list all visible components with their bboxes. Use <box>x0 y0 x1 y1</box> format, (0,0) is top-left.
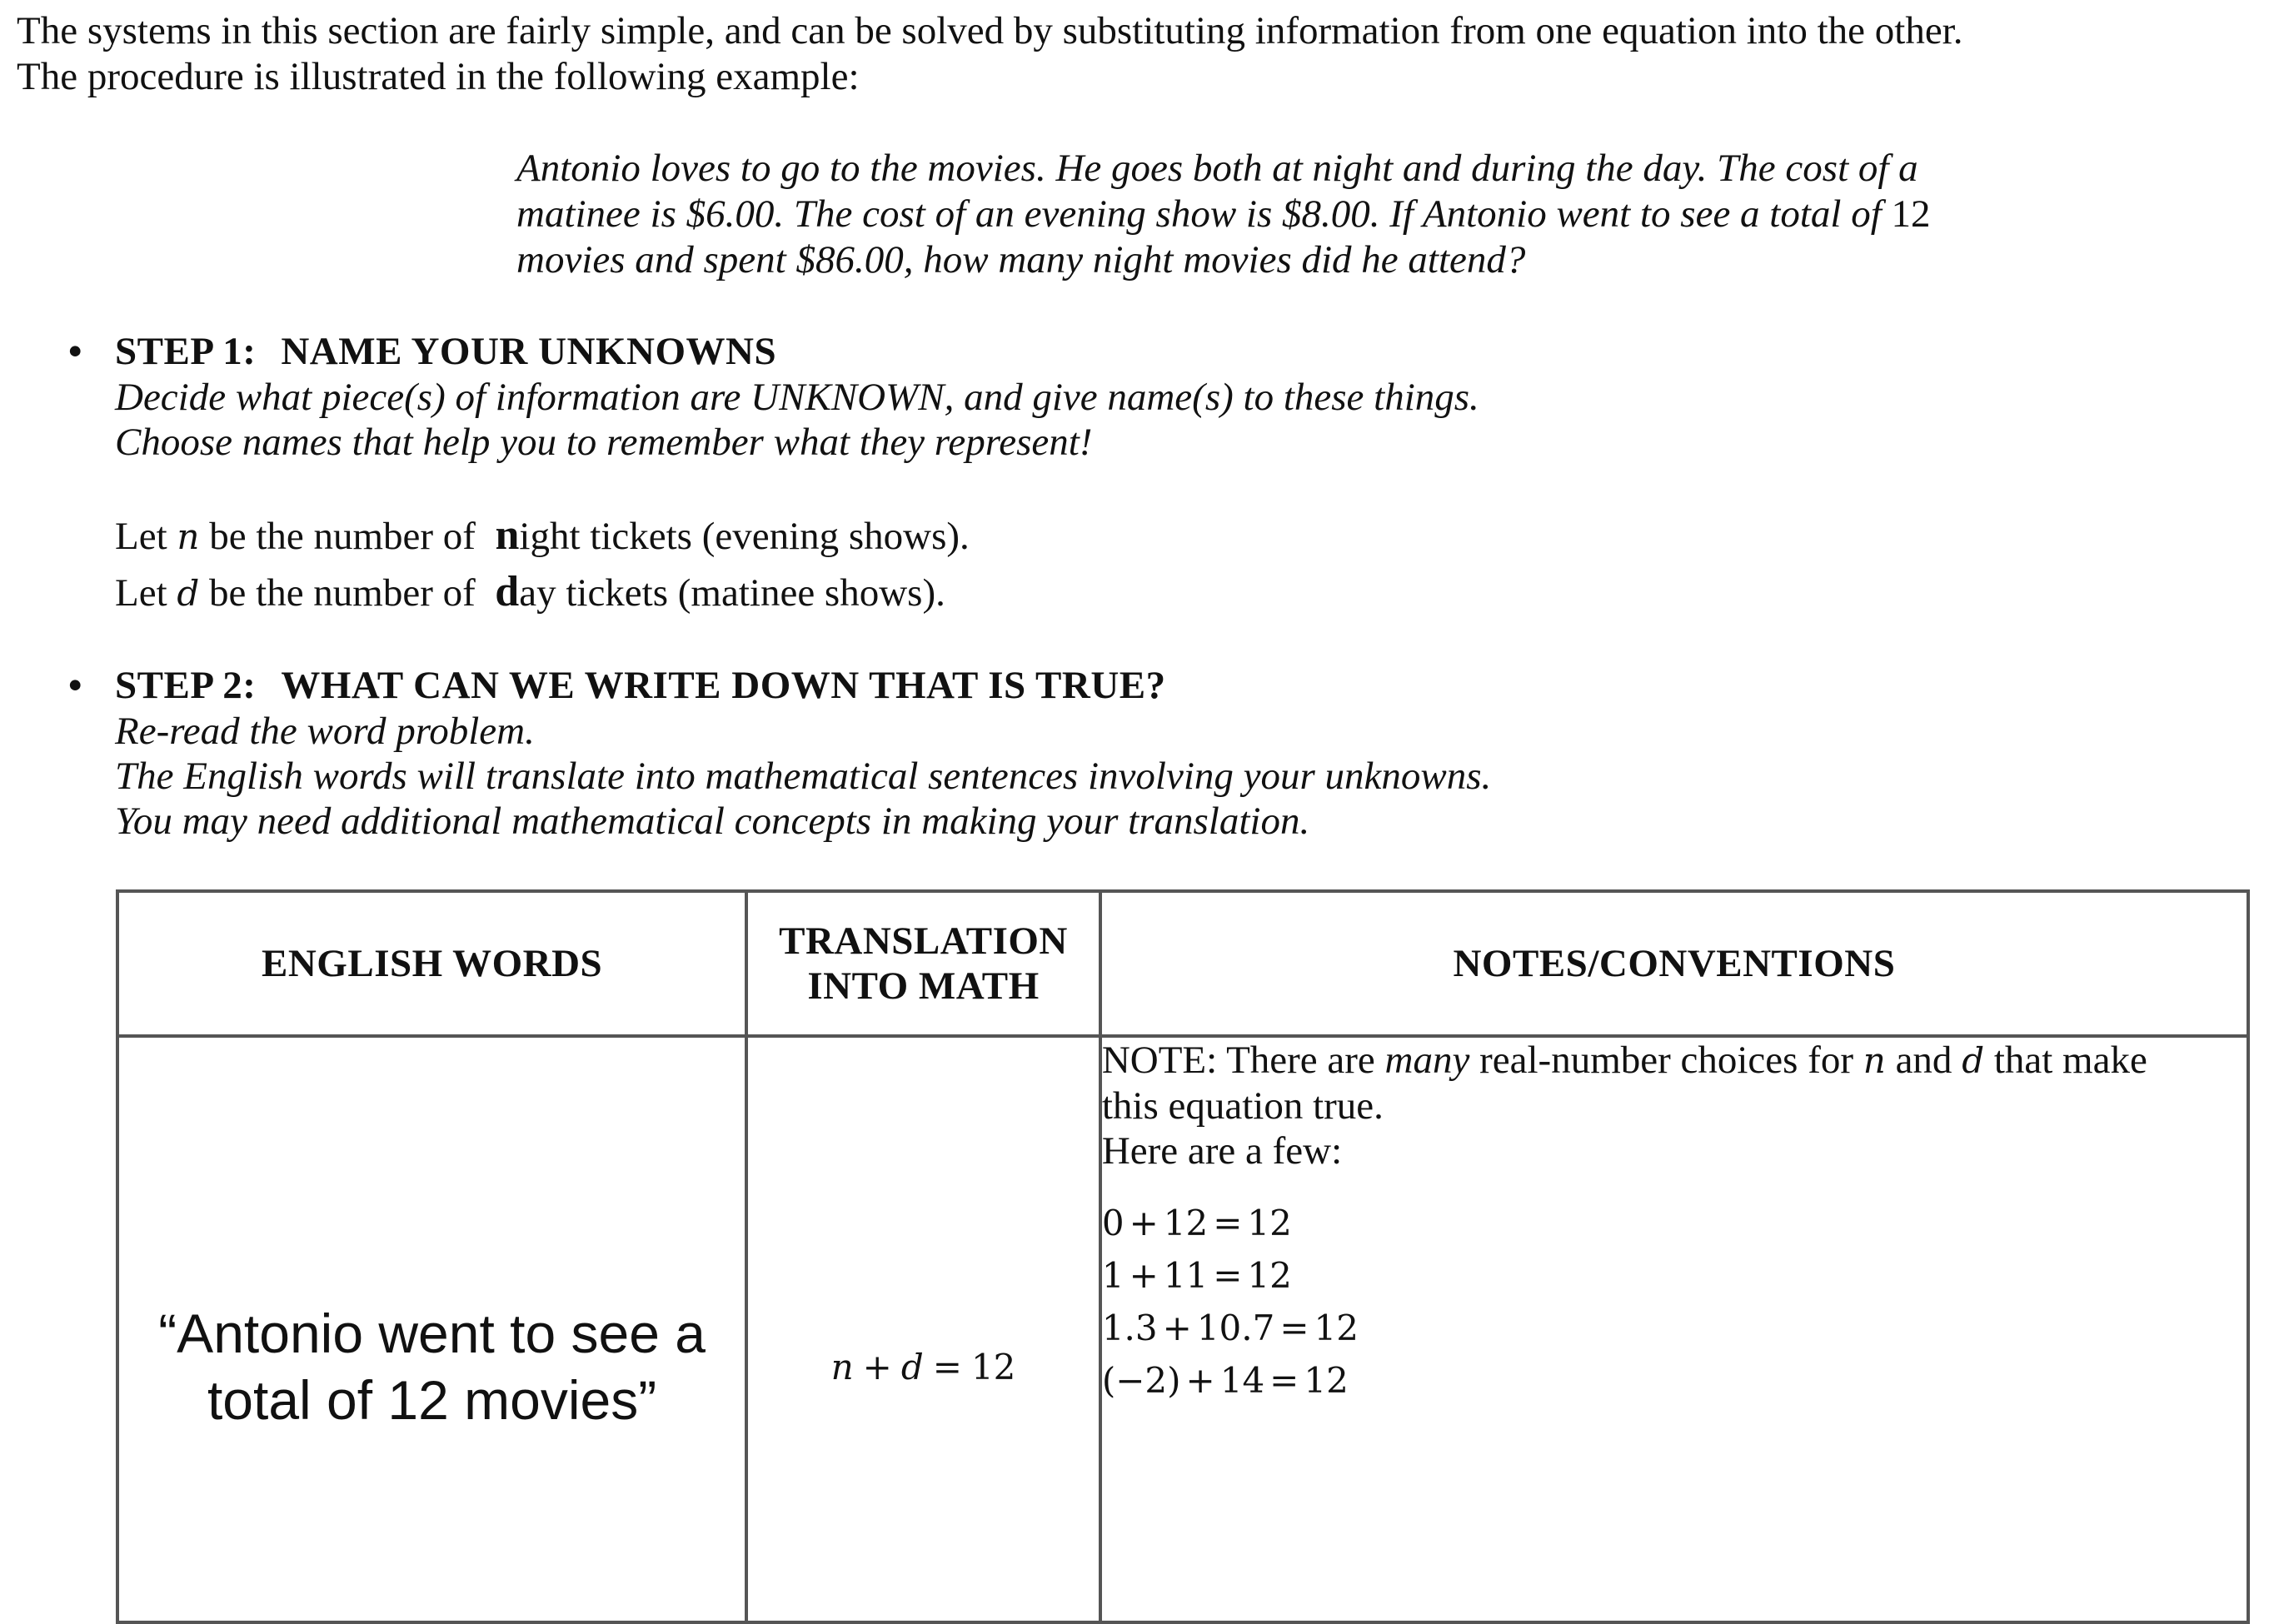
eq-term-b: 12 <box>1163 1203 1209 1243</box>
header-translation <box>746 891 1100 1036</box>
example-equation <box>1102 1197 2247 1249</box>
translation-table <box>116 889 2250 1624</box>
var-d: d <box>177 573 200 614</box>
note-var-d: d <box>1962 1040 1985 1081</box>
let-definitions <box>115 508 2197 621</box>
eq-result: 12 <box>1247 1255 1292 1296</box>
step-2-label: STEP 2: <box>115 664 257 707</box>
notes-cell <box>1100 1036 2248 1622</box>
step-2-line-1: Re-read the word problem. <box>115 710 535 753</box>
eq-equals: = <box>1213 1255 1243 1296</box>
step-1-line-1: Decide what piece(s) of information are UNKNOWN, and give name(s) to these things. <box>115 376 1479 419</box>
eq-plus: + <box>1129 1203 1159 1243</box>
eq-term-a: 1 <box>1101 1255 1125 1296</box>
math-translation-cell <box>746 1036 1100 1622</box>
note-line-2: this equation true. <box>1101 1084 1384 1128</box>
header-notes-conventions: NOTES/CONVENTIONS <box>1100 891 2248 1036</box>
step-1-section <box>68 329 2197 621</box>
note-text-a: NOTE: There are <box>1101 1039 1375 1082</box>
intro-line-1: The systems in this section are fairly simple, and can be solved by substituting information from one equation into the other. <box>17 9 1963 52</box>
eq-equals: = <box>1213 1203 1243 1243</box>
example-equation <box>1102 1249 2247 1302</box>
eq-equals: = <box>1279 1308 1309 1348</box>
bullet-icon: • <box>68 664 82 707</box>
example-problem <box>516 146 2016 283</box>
eq-term-a: 1.3 <box>1101 1308 1158 1348</box>
header-english-words: ENGLISH WORDS <box>117 891 746 1036</box>
eq-term-b: 11 <box>1163 1255 1209 1296</box>
eq-term-b: 10.7 <box>1196 1308 1275 1348</box>
eq-result: 12 <box>1314 1308 1359 1348</box>
example-equation <box>1102 1354 2247 1407</box>
eq-term-a: 0 <box>1101 1203 1125 1243</box>
let-n-middle: be the number of <box>209 515 476 558</box>
eq-term-a: (−2) <box>1101 1360 1181 1401</box>
example-line-2-text: matinee is $6.00. The cost of an evening show is $8.00. If Antonio went to see a total of <box>516 192 1882 236</box>
note-text-b: real-number choices for <box>1479 1039 1853 1082</box>
let-d-prefix: Let <box>115 571 167 615</box>
eq-plus: + <box>1129 1255 1159 1296</box>
table-row <box>117 1036 2248 1622</box>
step-1-heading <box>115 329 2197 375</box>
let-n-line <box>115 508 2197 565</box>
note-emphasis: many <box>1384 1039 1470 1082</box>
big-letter-d: d <box>495 568 520 615</box>
table-header-row <box>117 891 2248 1036</box>
eq-result: 12 <box>1247 1203 1292 1243</box>
example-total-number: 12 <box>1891 192 1931 236</box>
english-line-1: “Antonio went to see a <box>158 1303 706 1364</box>
step-1-title: NAME YOUR UNKNOWNS <box>281 330 777 373</box>
note-line-3: Here are a few: <box>1101 1129 1343 1173</box>
english-words-cell <box>117 1036 746 1622</box>
eq-term-b: 14 <box>1219 1360 1265 1401</box>
intro-line-2: The procedure is illustrated in the following example: <box>17 55 860 98</box>
big-letter-n: n <box>495 511 520 559</box>
math-twelve: 12 <box>970 1346 1016 1387</box>
header-translation-line-2: INTO MATH <box>807 964 1040 1008</box>
note-text-c: that make <box>1993 1039 2147 1082</box>
math-var-n: n <box>830 1346 854 1387</box>
let-d-rest: ay tickets (matinee shows). <box>519 571 945 615</box>
eq-equals: = <box>1269 1360 1299 1401</box>
eq-result: 12 <box>1304 1360 1349 1401</box>
let-d-line <box>115 565 2197 621</box>
var-n: n <box>177 516 200 557</box>
step-2-heading <box>115 663 2197 709</box>
step-1-label: STEP 1: <box>115 330 257 373</box>
step-2-section <box>68 663 2197 844</box>
example-line-2 <box>516 192 2016 237</box>
step-2-title: WHAT CAN WE WRITE DOWN THAT IS TRUE? <box>281 664 1166 707</box>
step-2-line-3: You may need additional mathematical concepts in making your translation. <box>115 800 1310 843</box>
step-2-line-2: The English words will translate into mathematical sentences involving your unknowns. <box>115 755 1492 798</box>
math-plus: + <box>862 1346 892 1387</box>
intro-paragraph <box>17 8 1962 100</box>
example-equation <box>1102 1302 2247 1354</box>
eq-plus: + <box>1162 1308 1192 1348</box>
step-1-line-2: Choose names that help you to remember what they represent! <box>115 421 1093 464</box>
equation-n-plus-d <box>748 1346 1099 1388</box>
header-translation-line-1: TRANSLATION <box>779 919 1068 963</box>
let-d-middle: be the number of <box>209 571 476 615</box>
math-var-d: d <box>900 1346 924 1387</box>
note-line-1 <box>1102 1038 2247 1083</box>
bullet-icon: • <box>68 330 82 373</box>
note-and: and <box>1895 1039 1952 1082</box>
math-equals: = <box>932 1346 962 1387</box>
eq-plus: + <box>1185 1360 1215 1401</box>
let-n-rest: ight tickets (evening shows). <box>519 515 970 558</box>
example-line-3: movies and spent $86.00, how many night movies did he attend? <box>516 238 1526 281</box>
note-var-n: n <box>1863 1040 1886 1081</box>
example-equations-list <box>1102 1197 2247 1407</box>
let-n-prefix: Let <box>115 515 167 558</box>
english-line-2: total of 12 movies” <box>207 1369 657 1431</box>
example-line-1: Antonio loves to go to the movies. He goes both at night and during the day. The cost of a <box>516 147 1918 190</box>
